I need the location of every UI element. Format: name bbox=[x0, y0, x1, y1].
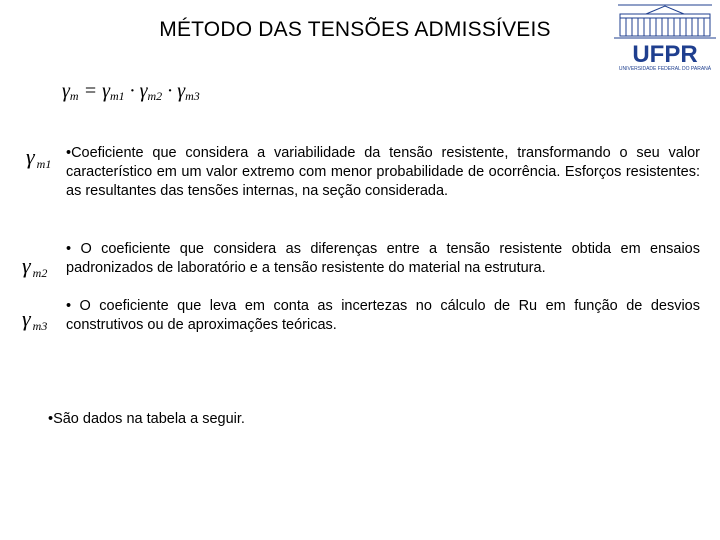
coefficient-m2-description: • O coeficiente que considera as diferenças entre a tensão resistente obtida em ensaios padronizados de laboratório e a tensão resistente do material na estrutura. bbox=[66, 241, 700, 276]
logo-subtext: UNIVERSIDADE FEDERAL DO PARANÁ bbox=[618, 66, 712, 72]
gamma-m2-symbol: γ $_{m2}$ bbox=[22, 253, 48, 280]
slide-title: MÉTODO DAS TENSÕES ADMISSÍVEIS bbox=[159, 18, 551, 41]
gamma-m3-symbol: γ $_{m3}$ bbox=[22, 306, 48, 333]
coefficient-m3-description: • O coeficiente que leva em conta as incertezas no cálculo de Ru em função de desvios construtivos ou de aproximações teóricas. bbox=[66, 298, 700, 333]
gamma-m1-symbol: γ $_{m1}$ bbox=[26, 144, 52, 171]
gamma-m-formula: $\gamma_m = \gamma_{m1} \cdot \gamma_{m2} \cdot \gamma_{m3}$ bbox=[62, 80, 200, 103]
logo-wordmark: UFPR bbox=[632, 41, 698, 68]
coefficient-m1-description: •Coeficiente que considera a variabilidade da tensão resistente, transformando o seu valor característico em um valor extremo com menor probabilidade de ocorrência. Esforços resistentes: as resultantes das tensões internas, na seção considerada. bbox=[66, 145, 700, 199]
table-note: •São dados na tabela a seguir. bbox=[48, 411, 245, 427]
ufpr-logo bbox=[608, 2, 720, 72]
